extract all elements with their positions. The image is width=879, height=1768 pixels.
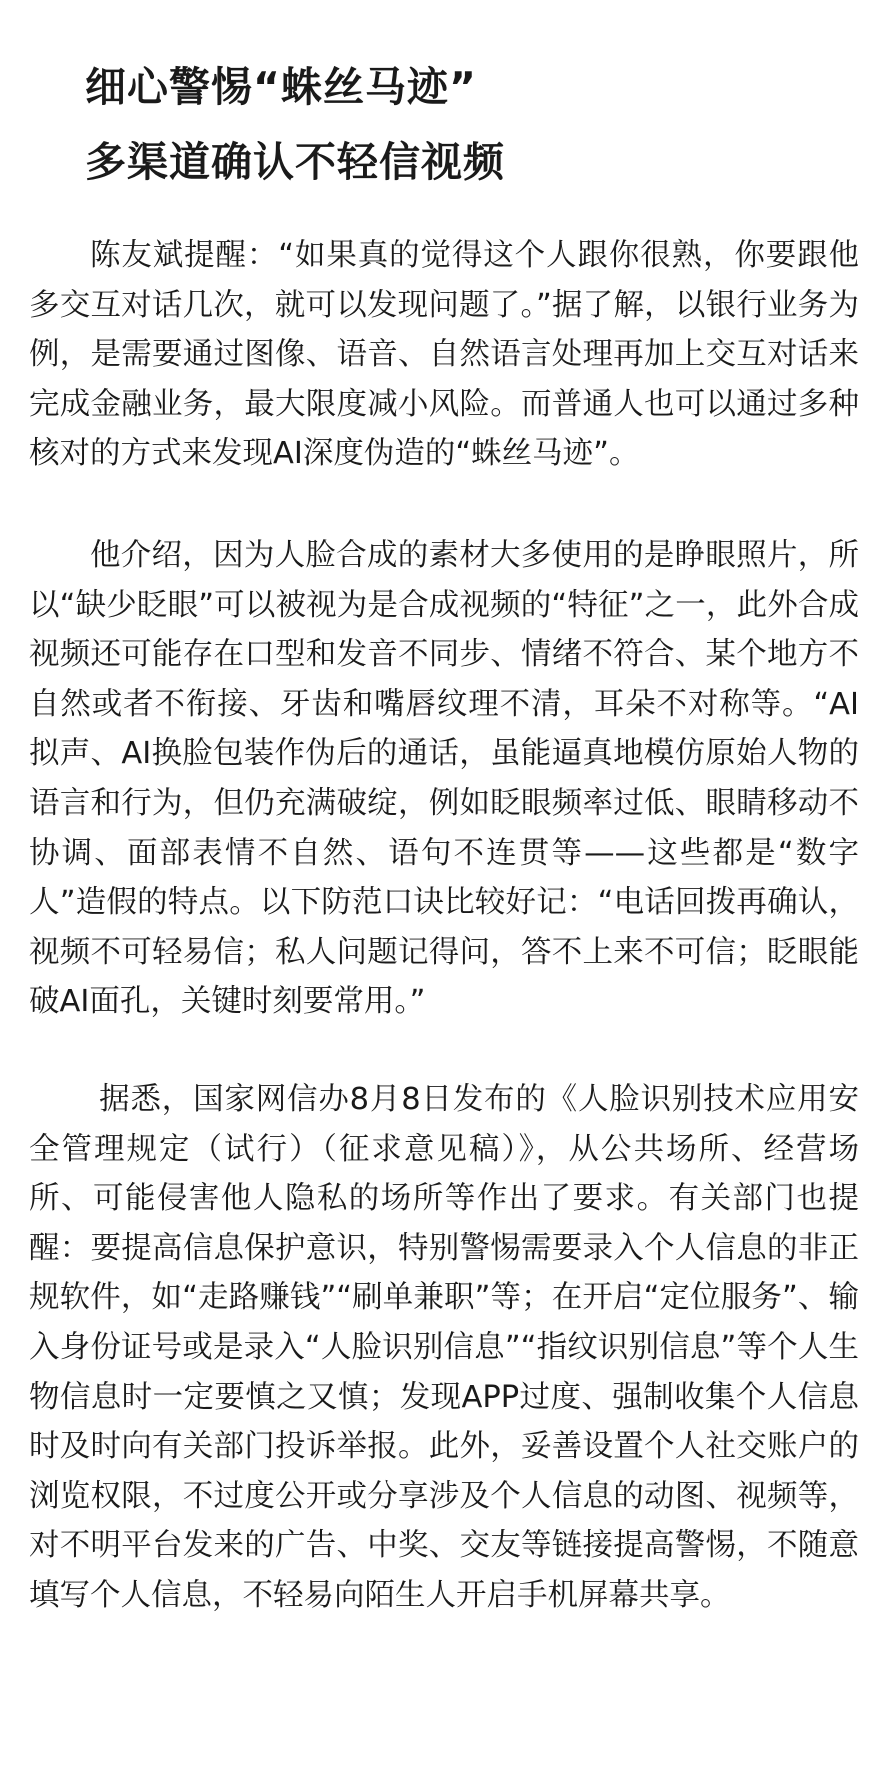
paragraph-3: 据悉，国家网信办8月8日发布的《人脸识别技术应用安全管理规定（试行）（征求意见稿）》，从公共场所、经营场所、可能侵害他人隐私的场所等作出了要求。有关部门也提醒：要提高信息保护意识，特别警惕需要录入个人信息的非正规软件，如“走路赚钱”“刷单兼职”等；在开启“定位服务”、输入身份证号或是录入“人脸识别信息”“指纹识别信息”等个人生物信息时一定要慎之又慎；发现APP过度、强制收集个人信息时及时向有关部门投诉举报。此外，妥善设置个人社交账户的浏览权限，不过度公开或分享涉及个人信息的动图、视频等，对不明平台发来的广告、中奖、交友等链接提高警惕，不随意填写个人信息，不轻易向陌生人开启手机屏幕共享。 bbox=[29, 1082, 859, 1613]
article-heading bbox=[85, 50, 505, 200]
heading-line-2: 多渠道确认不轻信视频 bbox=[85, 138, 505, 186]
heading-line-1: 细心警惕“蛛丝马迹” bbox=[85, 63, 477, 111]
paragraph-1: 陈友斌提醒：“如果真的觉得这个人跟你很熟，你要跟他多交互对话几次，就可以发现问题了。”据了解，以银行业务为例，是需要通过图像、语音、自然语言处理再加上交互对话来完成金融业务，最大限度减小风险。而普通人也可以通过多种核对的方式来发现AI深度伪造的“蛛丝马迹”。 bbox=[29, 238, 859, 472]
paragraph-2: 他介绍，因为人脸合成的素材大多使用的是睁眼照片，所以“缺少眨眼”可以被视为是合成视频的“特征”之一，此外合成视频还可能存在口型和发音不同步、情绪不符合、某个地方不自然或者不衔接、牙齿和嘴唇纹理不清，耳朵不对称等。“AI拟声、AI换脸包装作伪后的通话，虽能逼真地模仿原始人物的语言和行为，但仍充满破绽，例如眨眼频率过低、眼睛移动不协调、面部表情不自然、语句不连贯等——这些都是“数字人”造假的特点。以下防范口诀比较好记：“电话回拨再确认，视频不可轻易信；私人问题记得问，答不上来不可信；眨眼能破AI面孔，关键时刻要常用。” bbox=[29, 538, 859, 1020]
